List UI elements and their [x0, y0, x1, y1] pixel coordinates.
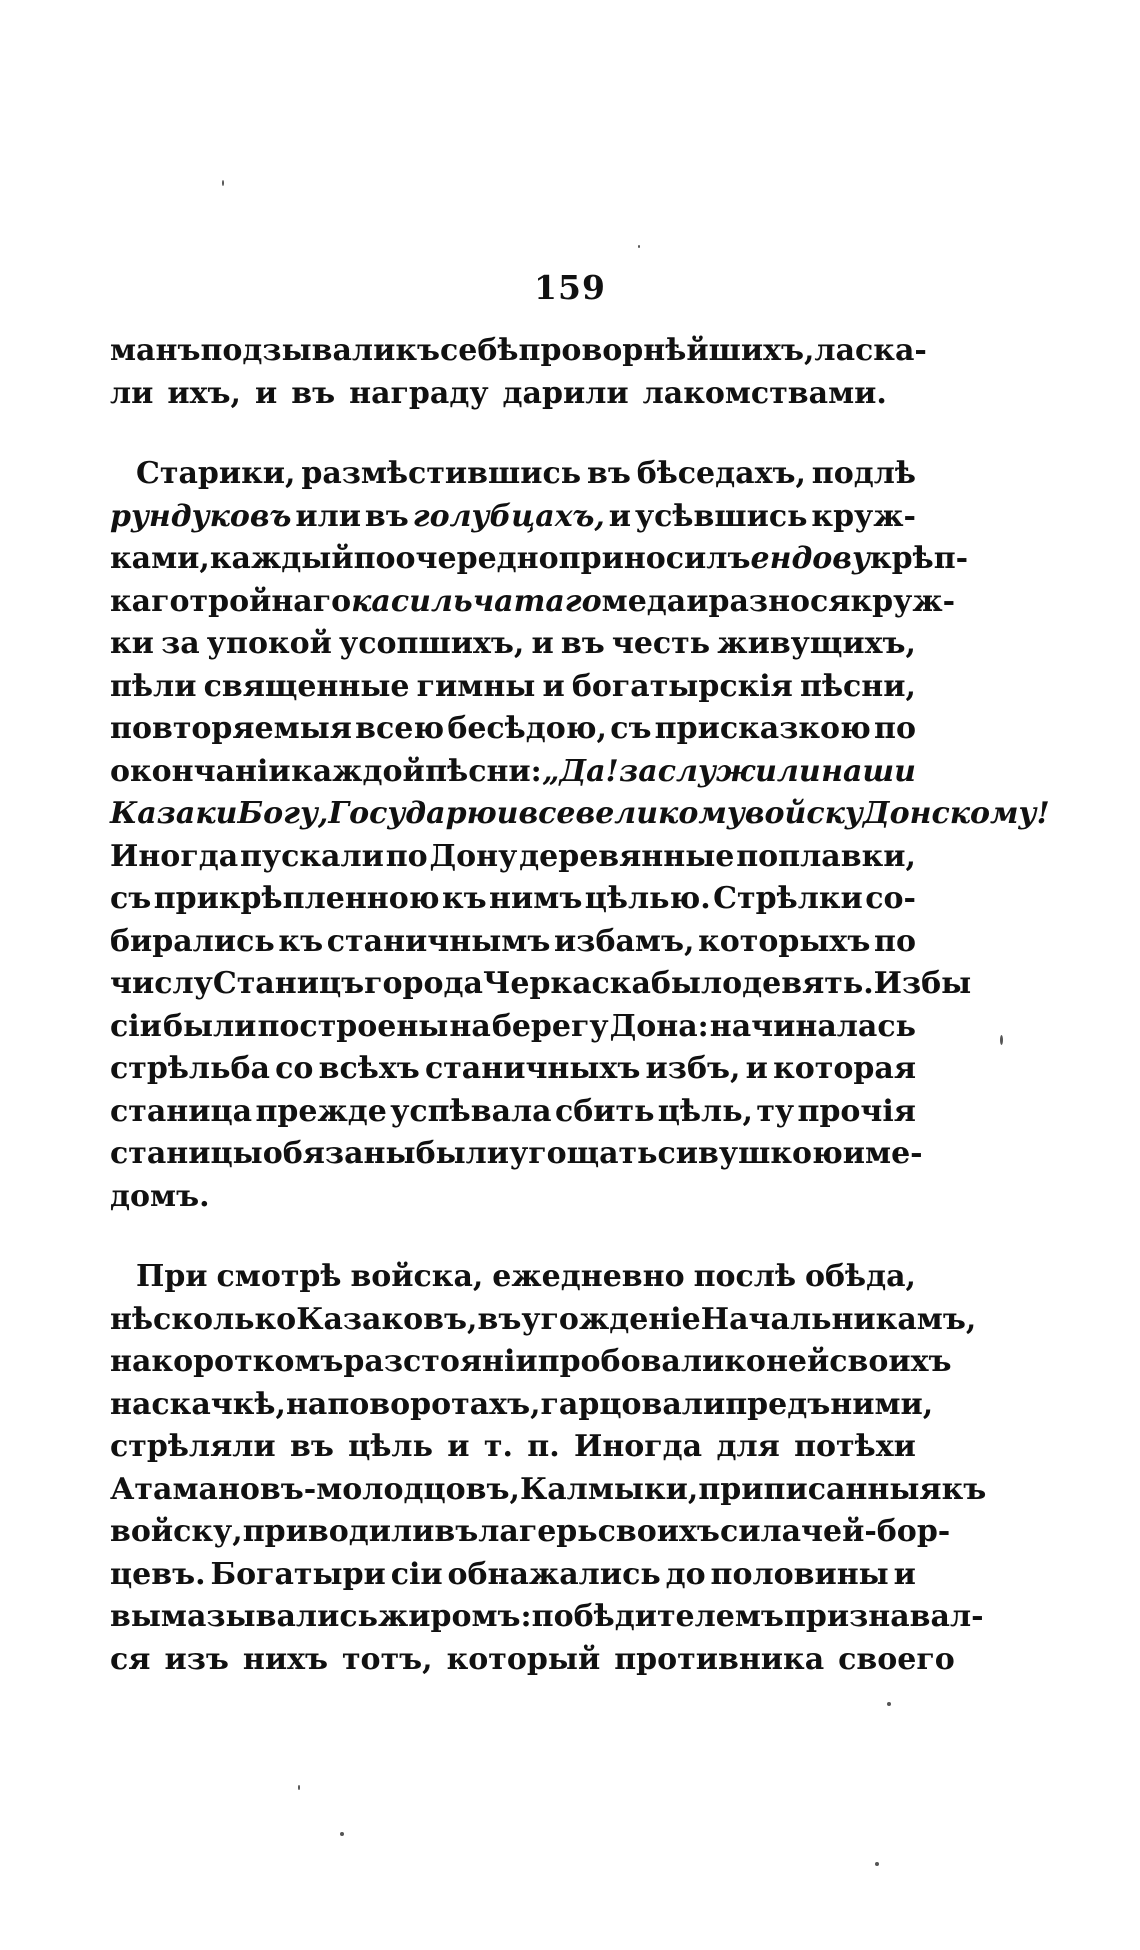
word: построены: [257, 1008, 449, 1044]
text-line: [110, 373, 916, 416]
word: начиналась: [709, 1008, 916, 1044]
word: предъ: [725, 1386, 831, 1422]
word: ендову: [750, 541, 870, 576]
word: т.: [483, 1429, 513, 1464]
text-line: [110, 666, 916, 709]
word: домъ.: [110, 1178, 210, 1214]
word: и: [842, 1136, 866, 1171]
text-line: [110, 330, 927, 373]
word: жиромъ:: [377, 1599, 532, 1634]
word: въ: [291, 375, 336, 411]
scan-speck: [340, 1832, 344, 1836]
word: были: [415, 1136, 510, 1171]
word: себѣ: [440, 333, 519, 368]
word: по: [874, 711, 916, 746]
word: войску,: [110, 1514, 243, 1549]
paragraph-gap: [110, 1218, 916, 1256]
word: силачей-бор-: [719, 1514, 951, 1549]
word: потѣхи: [794, 1429, 916, 1464]
word: берегу: [491, 1008, 609, 1044]
scan-speck: [887, 1702, 891, 1706]
scan-speck: [222, 180, 224, 186]
text-line: [110, 708, 916, 751]
word: къ: [441, 881, 487, 916]
text-line: [110, 1176, 916, 1219]
word: Избы: [873, 966, 972, 1001]
word: избъ,: [645, 1051, 741, 1086]
word: ки: [110, 626, 154, 661]
word: Начальникамъ,: [700, 1301, 977, 1337]
word: каждый: [209, 541, 354, 576]
word: и: [542, 668, 565, 704]
word: и: [893, 1556, 916, 1592]
word: половины: [710, 1556, 889, 1592]
text-line: [110, 1639, 955, 1682]
word: пускали: [239, 838, 384, 874]
word: обнажались: [447, 1556, 661, 1592]
word: на: [449, 1008, 491, 1044]
word: разнося: [708, 583, 851, 619]
word: стрѣляли: [110, 1429, 276, 1464]
scan-speck: [638, 245, 640, 248]
word: поочередно: [353, 541, 559, 576]
word: бирались: [110, 923, 275, 959]
word: приводили: [242, 1514, 435, 1549]
word: со-: [865, 881, 916, 916]
word: каждой: [291, 753, 425, 789]
word: числу: [110, 966, 213, 1001]
word: Казаковъ,: [296, 1301, 478, 1337]
text-line: [110, 793, 1050, 836]
word: присказкою: [654, 711, 871, 746]
word: съ: [610, 711, 652, 746]
scan-speck: [1000, 1035, 1003, 1045]
word: станицы: [110, 1136, 263, 1171]
word: въ: [477, 1301, 522, 1337]
text-line: [110, 751, 916, 794]
word: успѣвала: [390, 1093, 552, 1129]
word: Донскому!: [862, 796, 1050, 831]
word: ихъ,: [167, 375, 241, 411]
word: ли: [110, 375, 154, 411]
word: прежде: [255, 1093, 387, 1129]
word: лакомствами.: [642, 375, 887, 411]
word: сіи: [110, 1008, 162, 1044]
word: которая: [773, 1051, 916, 1086]
word: къ: [941, 1471, 987, 1507]
text-line: [110, 1048, 916, 1091]
word: сбить: [554, 1093, 655, 1129]
word: дарили: [502, 375, 629, 411]
word: меда: [601, 583, 687, 619]
word: были: [162, 1008, 257, 1044]
text-line: [110, 1299, 977, 1342]
word: въ: [364, 498, 409, 534]
word: станичнымъ: [326, 923, 551, 959]
text-line: [110, 1469, 987, 1512]
word: и: [531, 626, 554, 661]
word: стрѣльба: [110, 1051, 270, 1086]
word: признавал-: [783, 1599, 984, 1634]
word: ласка-: [814, 333, 927, 368]
word: на: [285, 1386, 328, 1422]
word: въ: [434, 1514, 479, 1549]
word: живущихъ,: [717, 626, 916, 661]
word: подзывали: [200, 333, 396, 368]
word: пѣли: [110, 668, 197, 704]
word: лагерь: [478, 1514, 598, 1549]
word: повторяемыя: [110, 711, 352, 746]
word: всѣхъ: [318, 1051, 420, 1086]
word: пѣсни,: [799, 668, 916, 704]
text-line: [110, 1554, 916, 1597]
word: подлѣ: [811, 456, 916, 491]
word: ними,: [830, 1386, 934, 1422]
word: Калмыки,: [519, 1471, 699, 1507]
word: къ: [395, 333, 441, 368]
text-line: [110, 1596, 984, 1639]
word: короткомъ: [151, 1344, 344, 1379]
word: со: [275, 1051, 314, 1086]
text-line: [110, 453, 916, 496]
paragraph-gap: [110, 415, 916, 453]
word: на: [110, 1386, 152, 1422]
word: ту: [756, 1093, 795, 1129]
word: сивушкою: [657, 1136, 843, 1171]
word: заслужили: [619, 753, 821, 789]
word: священные: [203, 668, 410, 704]
word: ежедневно: [492, 1259, 685, 1294]
word: ся: [110, 1641, 151, 1677]
word: усопшихъ,: [339, 626, 525, 661]
text-line: [110, 836, 916, 879]
word: наши: [821, 753, 916, 789]
word: голубцахъ,: [412, 498, 605, 534]
word: упокой: [206, 626, 332, 661]
word: круж-: [850, 583, 956, 619]
word: нихъ: [242, 1641, 328, 1677]
word: къ: [278, 923, 324, 959]
text-line: [110, 1511, 951, 1554]
word: вымазывались: [110, 1599, 378, 1634]
text-line: [110, 581, 956, 624]
word: награду: [349, 375, 489, 411]
word: и: [608, 498, 632, 534]
word: Станицъ: [212, 966, 365, 1001]
word: и: [447, 1429, 470, 1464]
word: усѣвшись: [634, 498, 808, 534]
word: Богатыри: [210, 1556, 386, 1592]
paragraph: [110, 330, 927, 415]
page-number: 159: [534, 268, 606, 307]
word: всевеликому: [518, 796, 745, 831]
word: которыхъ: [698, 923, 871, 959]
word: за: [161, 626, 200, 661]
scan-speck: [875, 1862, 879, 1866]
word: ками,: [110, 541, 210, 576]
word: рундуковъ: [110, 498, 292, 534]
word: пѣсни:: [425, 753, 542, 789]
word: войску: [744, 796, 863, 831]
word: побѣдителемъ: [531, 1599, 784, 1634]
word: круж-: [811, 498, 916, 534]
word: своего: [838, 1641, 955, 1677]
word: каго: [110, 583, 190, 619]
word: Дона:: [609, 1008, 709, 1044]
word: нимъ: [489, 881, 583, 916]
scan-speck: [298, 1785, 300, 1790]
paragraph: [110, 453, 1050, 1218]
text-line: [110, 878, 916, 921]
text-line: [110, 1426, 916, 1469]
word: бѣседахъ,: [636, 456, 806, 491]
word: избамъ,: [554, 923, 695, 959]
word: крѣп-: [869, 541, 969, 576]
word: въ: [289, 1429, 334, 1464]
word: прочія: [797, 1093, 916, 1129]
word: пробовали: [537, 1344, 725, 1379]
word: на: [110, 1344, 152, 1379]
word: для: [716, 1429, 780, 1464]
text-line: [110, 1133, 923, 1176]
word: обязаны: [262, 1136, 416, 1171]
word: скачкѣ,: [151, 1386, 286, 1422]
word: Дону: [429, 838, 518, 874]
body-text: [110, 330, 1050, 1681]
word: бесѣдою,: [447, 711, 607, 746]
word: тройнаго: [189, 583, 352, 619]
word: богатырскія: [571, 668, 793, 704]
word: обѣда,: [804, 1259, 916, 1294]
word: разстояніи: [343, 1344, 538, 1379]
word: Стрѣлки: [713, 881, 863, 916]
word: размѣстившись: [301, 456, 582, 491]
paragraph: [110, 1256, 987, 1681]
word: по: [385, 838, 428, 874]
word: честь: [611, 626, 711, 661]
text-line: [110, 1006, 916, 1049]
word: манъ: [110, 333, 201, 368]
word: который: [446, 1641, 601, 1677]
word: прикрѣпленною: [153, 881, 440, 916]
text-line: [110, 963, 972, 1006]
word: цѣль: [348, 1429, 433, 1464]
word: станица: [110, 1093, 253, 1129]
word: до: [665, 1556, 706, 1592]
word: было: [650, 966, 743, 1001]
word: цевъ.: [110, 1556, 206, 1592]
word: Иногда: [573, 1429, 703, 1464]
word: угощать: [509, 1136, 658, 1171]
word: и: [686, 583, 709, 619]
word: приносилъ: [558, 541, 751, 576]
word: своихъ: [597, 1514, 720, 1549]
word: окончаніи: [110, 753, 291, 789]
text-line: [110, 1091, 916, 1134]
word: и: [255, 375, 278, 411]
word: приписанныя: [698, 1471, 942, 1507]
text-line: [110, 623, 916, 666]
word: гимны: [416, 668, 536, 704]
text-line: [110, 1341, 952, 1384]
word: изъ: [164, 1641, 229, 1677]
word: девять.: [742, 966, 874, 1001]
text-line: [110, 921, 916, 964]
word: послѣ: [693, 1259, 797, 1294]
word: „Да!: [542, 753, 619, 789]
word: угожденіе: [521, 1301, 701, 1337]
word: всею: [355, 711, 445, 746]
word: Атамановъ-молодцовъ,: [110, 1471, 520, 1507]
word: въ: [560, 626, 605, 661]
word: противника: [614, 1641, 825, 1677]
word: своихъ: [829, 1344, 952, 1379]
word: Богу,: [237, 796, 329, 831]
word: города: [364, 966, 483, 1001]
word: и: [745, 1051, 768, 1086]
word: смотрѣ: [216, 1259, 342, 1294]
word: войска,: [350, 1259, 484, 1294]
word: Черкаска: [482, 966, 651, 1001]
word: съ: [110, 881, 152, 916]
word: нѣсколько: [110, 1301, 297, 1337]
word: поплавки,: [736, 838, 916, 874]
word: станичныхъ: [424, 1051, 641, 1086]
text-line: [110, 1384, 934, 1427]
word: сіи: [390, 1556, 443, 1592]
word: Казаки: [110, 796, 238, 831]
word: касильчатаго: [351, 583, 602, 619]
word: ме-: [865, 1136, 923, 1171]
word: коней: [724, 1344, 830, 1379]
text-line: [110, 1256, 916, 1299]
word: проворнѣйшихъ,: [518, 333, 815, 368]
word: цѣлью.: [584, 881, 711, 916]
word: Иногда: [110, 838, 239, 874]
word: цѣль,: [657, 1093, 753, 1129]
word: тотъ,: [341, 1641, 433, 1677]
word: Государю: [328, 796, 497, 831]
word: гарцовали: [540, 1386, 726, 1422]
text-line: [110, 538, 969, 581]
word: въ: [586, 456, 631, 491]
word: по: [874, 923, 916, 959]
word: поворотахъ,: [327, 1386, 541, 1422]
word: и: [496, 796, 519, 831]
word: При: [136, 1259, 208, 1294]
word: п.: [527, 1429, 560, 1464]
word: или: [295, 498, 361, 534]
text-line: [110, 496, 916, 539]
word: Старики,: [136, 456, 296, 491]
word: деревянные: [519, 838, 735, 874]
